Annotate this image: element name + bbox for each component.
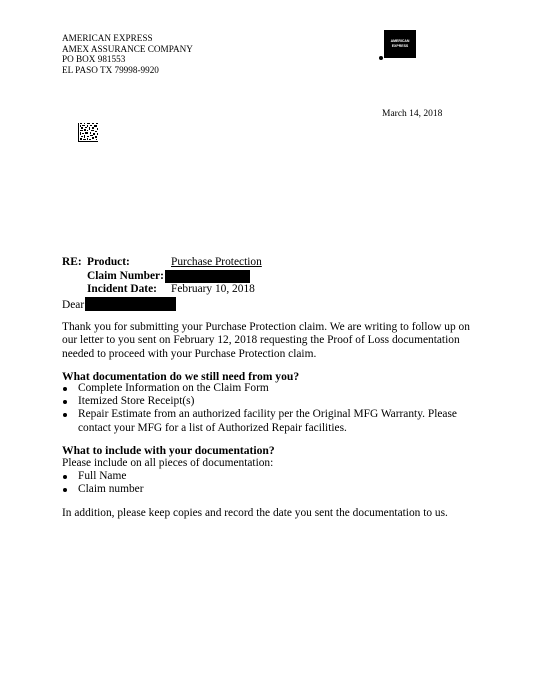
documentation-include-list xyxy=(62,470,362,496)
claim-number-label: Claim Number: xyxy=(87,269,164,282)
product-value: Purchase Protection xyxy=(171,256,262,268)
list-item-text: Complete Information on the Claim Form xyxy=(78,382,269,394)
list-item xyxy=(62,382,492,395)
list-item-text: Full Name xyxy=(78,470,127,482)
salutation-text: Dear xyxy=(62,299,85,311)
bullet-icon xyxy=(63,488,67,492)
re-label: RE: xyxy=(62,256,82,268)
barcode-icon xyxy=(78,123,98,142)
letter-date: March 14, 2018 xyxy=(382,109,443,119)
intro-paragraph: Thank you for submitting your Purchase Protection claim. We are writing to follow up on our letter to you sent on February 12, 2018 requesting the Proof of Loss documentation needed to proceed with your Purchase Protection claim. xyxy=(62,321,470,360)
bullet-icon xyxy=(63,400,67,404)
logo-line: AMERICAN xyxy=(390,39,410,43)
section-heading: What to include with your documentation? xyxy=(62,444,275,457)
bullet-icon xyxy=(63,475,67,479)
sender-address xyxy=(62,33,193,75)
registered-mark-icon xyxy=(379,56,383,60)
list-item xyxy=(62,395,492,408)
list-item-text: Repair Estimate from an authorized facility per the Original MFG Warranty. Please contact your MFG for a list of Authorized Repair facilities. xyxy=(78,408,457,434)
sender-line: PO BOX 981553 xyxy=(62,54,126,65)
section-intro: Please include on all pieces of documentation: xyxy=(62,457,274,469)
list-item xyxy=(62,408,492,434)
logo-line: EXPRESS xyxy=(391,44,409,48)
amex-logo xyxy=(384,30,416,58)
section-heading: What documentation do we still need from you? xyxy=(62,370,300,383)
incident-date-value: February 10, 2018 xyxy=(171,283,255,296)
list-item-text: Itemized Store Receipt(s) xyxy=(78,395,195,408)
sender-line: AMERICAN EXPRESS xyxy=(62,33,153,43)
incident-date-label: Incident Date: xyxy=(87,283,157,296)
product-label: Product: xyxy=(87,256,130,268)
recipient-name-redacted xyxy=(85,297,176,311)
closing-paragraph: In addition, please keep copies and record the date you sent the documentation to us. xyxy=(62,507,448,519)
sender-line: AMEX ASSURANCE COMPANY xyxy=(62,43,193,54)
sender-line: EL PASO TX 79998-9920 xyxy=(62,64,159,75)
documentation-needed-list xyxy=(62,382,492,435)
list-item xyxy=(62,470,362,483)
bullet-icon xyxy=(63,387,67,391)
salutation xyxy=(62,297,176,311)
list-item-text: Claim number xyxy=(78,483,144,496)
list-item xyxy=(62,483,362,496)
bullet-icon xyxy=(63,413,67,417)
